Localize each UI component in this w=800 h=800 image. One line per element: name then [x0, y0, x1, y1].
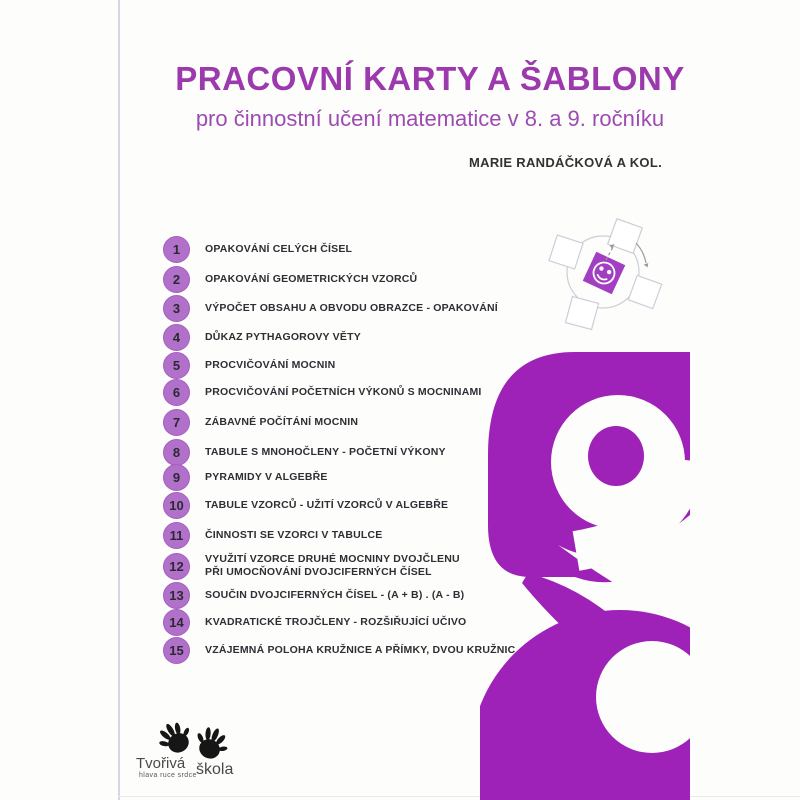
toc-row: 15 VZÁJEMNÁ POLOHA KRUŽNICE A PŘÍMKY, DVOU KRUŽNIC	[163, 636, 515, 664]
toc-row: 4 DŮKAZ PYTHAGOROVY VĚTY	[163, 323, 361, 351]
item-number-badge: 10	[163, 492, 190, 519]
toc-row: 8 TABULE S MNOHOČLENY - POČETNÍ VÝKONY	[163, 438, 446, 466]
page-subtitle: pro činnostní učení matematice v 8. a 9. ročníku	[195, 106, 665, 131]
item-number-badge: 5	[163, 352, 190, 379]
toc-row: 1 OPAKOVÁNÍ CELÝCH ČÍSEL	[163, 235, 352, 263]
toc-row: 14 KVADRATICKÉ TROJČLENY - ROZŠIŘUJÍCÍ UČIVO	[163, 608, 466, 636]
item-number-badge: 14	[163, 609, 190, 636]
item-number-badge: 13	[163, 582, 190, 609]
toc-row: 13 SOUČIN DVOJCIFERNÝCH ČÍSEL - (A + B) . (A - B)	[163, 581, 464, 609]
author-line: MARIE RANDÁČKOVÁ A KOL.	[469, 155, 662, 170]
toc-row: 5 PROCVIČOVÁNÍ MOCNIN	[163, 351, 335, 379]
toc-row: 7 ZÁBAVNÉ POČÍTÁNÍ MOCNIN	[163, 408, 358, 436]
logo-word-skola: škola	[196, 761, 234, 778]
toc-row: 10 TABULE VZORCŮ - UŽITÍ VZORCŮ V ALGEBŘE	[163, 491, 448, 519]
item-number-badge: 7	[163, 409, 190, 436]
item-number-badge: 2	[163, 266, 190, 293]
toc-row: 6 PROCVIČOVÁNÍ POČETNÍCH VÝKONŮ S MOCNINAMI	[163, 378, 482, 406]
toc-row: 11 ČINNOSTI SE VZORCI V TABULCE	[163, 521, 383, 549]
toc-row: 2 OPAKOVÁNÍ GEOMETRICKÝCH VZORCŮ	[163, 265, 417, 293]
item-number-badge: 3	[163, 295, 190, 322]
item-number-badge: 6	[163, 379, 190, 406]
item-number-badge: 12	[163, 553, 190, 580]
item-number-badge: 15	[163, 637, 190, 664]
logo-word-tvoriva: Tvořivá	[136, 755, 186, 772]
page-bottom-edge	[118, 796, 800, 797]
logo-tagline: hlava ruce srdce	[139, 772, 197, 779]
toc-row: 12 VYUŽITÍ VZORCE DRUHÉ MOCNINY DVOJČLENU PŘI UMOCŇOVÁNÍ DVOJCIFERNÝCH ČÍSEL	[163, 552, 460, 580]
item-number-badge: 4	[163, 324, 190, 351]
item-number-badge: 9	[163, 464, 190, 491]
item-number-badge: 8	[163, 439, 190, 466]
page-title: PRACOVNÍ KARTY A ŠABLONY	[175, 60, 685, 97]
rotation-diagram-icon	[540, 216, 670, 334]
grade-98-graphic	[480, 335, 690, 800]
toc-row: 9 PYRAMIDY V ALGEBŘE	[163, 463, 328, 491]
toc-row: 3 VÝPOČET OBSAHU A OBVODU OBRAZCE - OPAKOVÁNÍ	[163, 294, 498, 322]
smiley-square-icon	[583, 252, 626, 295]
item-number-badge: 1	[163, 236, 190, 263]
item-number-badge: 11	[163, 522, 190, 549]
